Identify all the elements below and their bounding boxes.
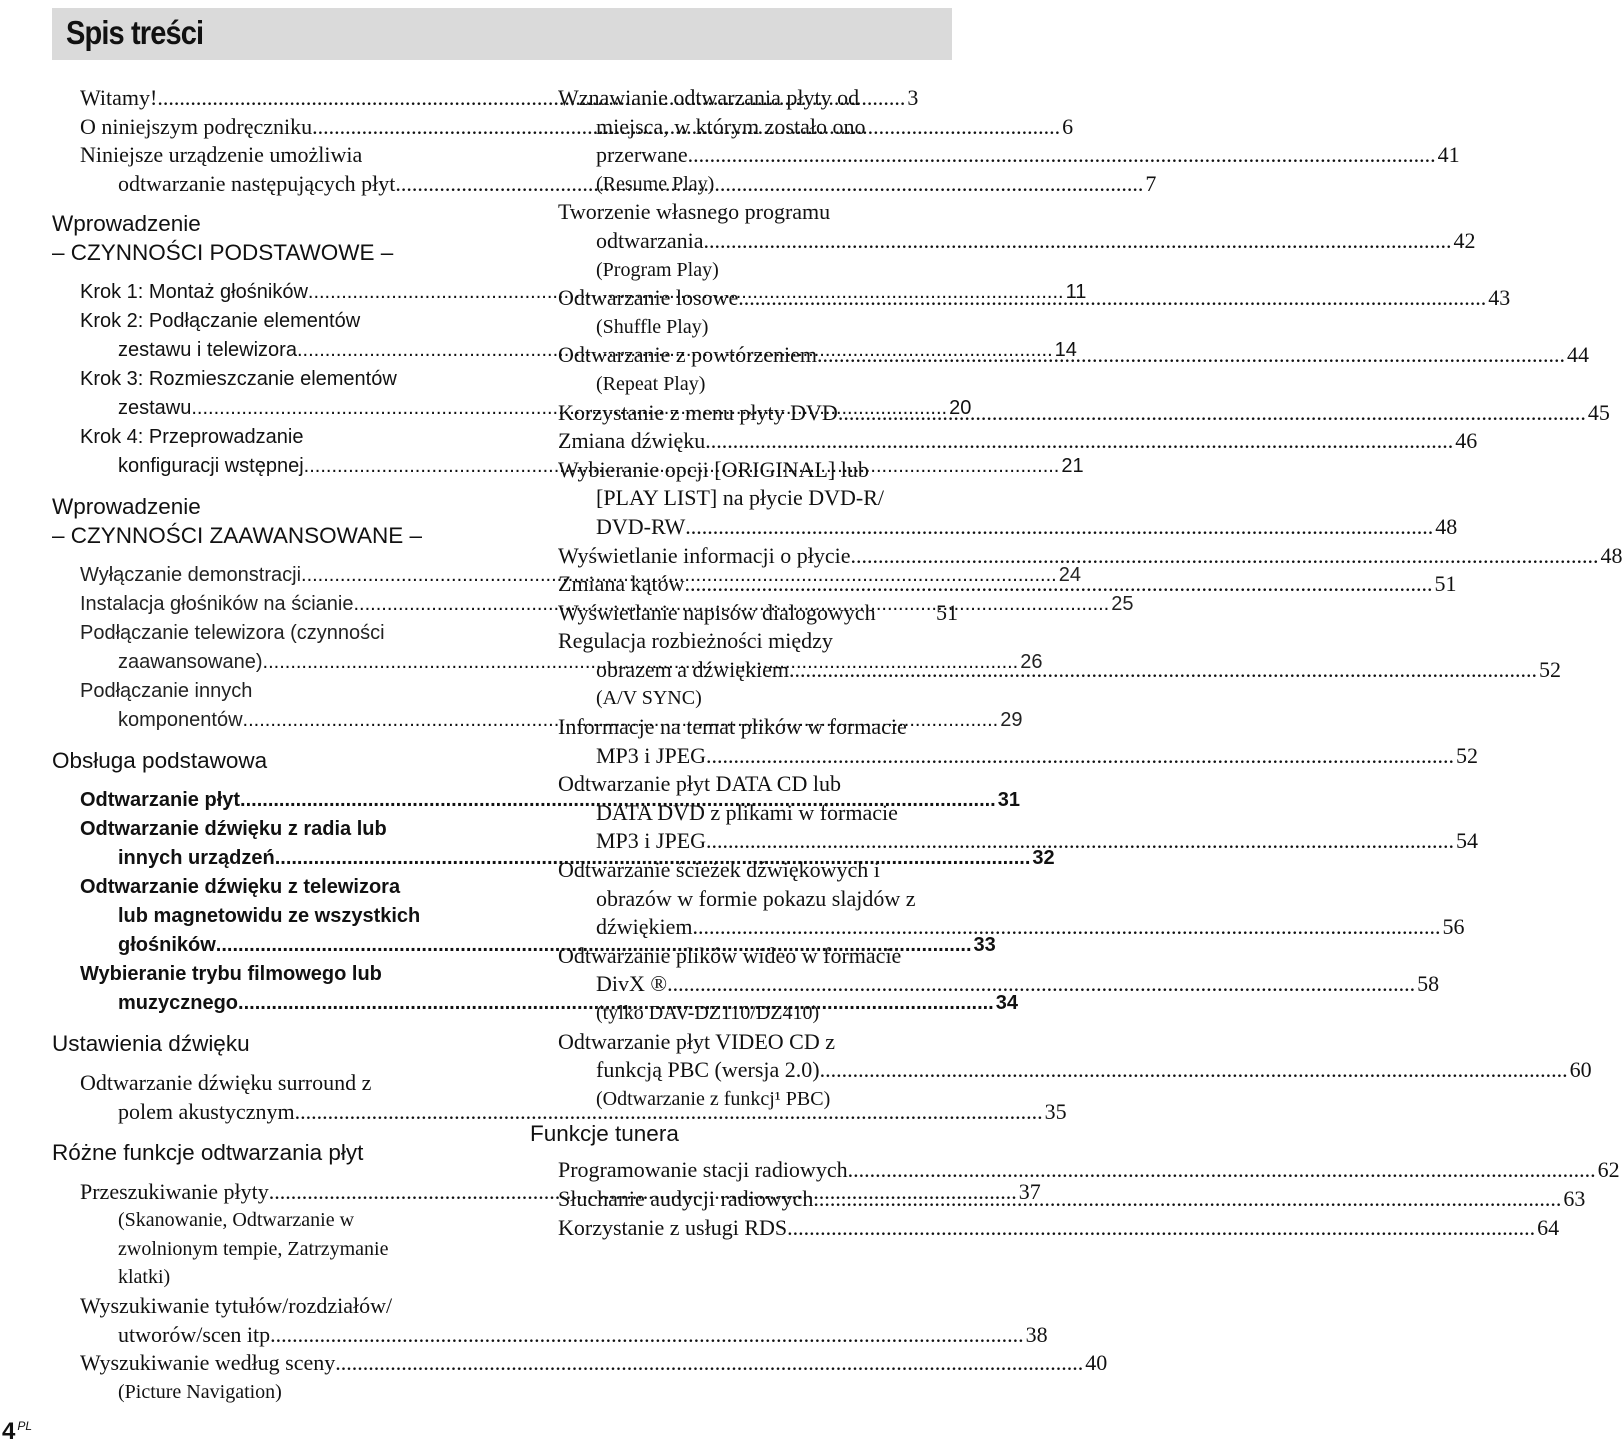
toc-page-number: 51 [936, 599, 958, 625]
section-heading-tuner: Funkcje tunera [530, 1121, 679, 1147]
toc-entry-note: (Shuffle Play) [596, 315, 709, 338]
toc-page-number: 51 [1434, 571, 1457, 597]
toc-entry-title: Wyświetlanie napisów dialogowych [558, 599, 876, 625]
toc-entry-title: Wznawianie odtwarzania płyty od [558, 85, 860, 110]
toc-entry-note: (Skanowanie, Odtwarzanie w [118, 1209, 355, 1232]
toc-entry-note: zwolnionym tempie, Zatrzymanie [118, 1237, 389, 1260]
toc-entry-title: Krok 1: Montaż głośników [80, 281, 308, 304]
toc-entry-title: zestawu i telewizora [118, 339, 297, 362]
toc-entry-note: (Program Play) [596, 258, 719, 281]
toc-entry-title: Wybieranie opcji [ORIGINAL] lub [558, 456, 869, 482]
toc-entry-title: Zmiana kątów [558, 571, 685, 597]
toc-entry-title: Wyszukiwanie tytułów/rozdziałów/ [80, 1292, 393, 1318]
toc-entry-note: (Odtwarzanie z funkcj¹ PBC) [596, 1087, 831, 1110]
dot-leader [705, 427, 1453, 456]
toc-entry[interactable] [52, 1349, 1108, 1406]
toc-page-number: 24 [1058, 564, 1081, 587]
toc-entry[interactable] [530, 599, 958, 628]
toc-page-number: 6 [1062, 113, 1074, 139]
toc-entry-title: Odtwarzanie dźwięku z radia lub [80, 818, 387, 841]
toc-entry-title: Krok 2: Podłączanie elementów [80, 310, 361, 333]
toc-entry-title: Odtwarzanie dźwięku surround z [80, 1070, 372, 1096]
toc-entry-title: lub magnetowidu ze wszystkich [118, 905, 421, 928]
toc-page-number: 58 [1417, 971, 1440, 997]
toc-entry-title: Odtwarzanie plików wideo w formacie [558, 942, 902, 968]
toc-page-number: 60 [1569, 1057, 1592, 1083]
toc-entry-title: Odtwarzanie dźwięku z telewizora [80, 876, 401, 899]
toc-entry-title: zestawu [118, 397, 192, 420]
toc-entry[interactable] [530, 542, 1623, 571]
toc-entry-note: (Repeat Play) [596, 372, 706, 395]
toc-entry-note: (A/V SYNC) [596, 687, 702, 710]
toc-page-number: 31 [997, 789, 1020, 812]
toc-entry-title: Korzystanie z menu płyty DVD [558, 399, 838, 425]
toc-entry-title: przerwane [596, 142, 688, 168]
toc-page-number: 46 [1455, 428, 1478, 454]
toc-page-number: 29 [1000, 709, 1023, 732]
toc-page-number: 37 [1018, 1178, 1041, 1204]
toc-page-number: 63 [1563, 1185, 1586, 1211]
dot-leader [684, 570, 1432, 599]
toc-entry[interactable] [530, 427, 1478, 456]
dot-leader [685, 513, 1433, 542]
section-heading-line: – CZYNNOŚCI ZAAWANSOWANE – [52, 523, 423, 549]
toc-entry-note: (tylko DAV-DZ110/DZ410) [596, 1002, 820, 1024]
toc-entry-title: muzycznego [118, 992, 239, 1015]
toc-entry-title: odtwarzanie następujących płyt [118, 170, 396, 196]
section-heading-advanced [52, 492, 482, 550]
toc-page-number: 40 [1085, 1350, 1108, 1376]
toc-entry-title: Odtwarzanie płyt [80, 789, 241, 812]
toc-entry[interactable] [530, 1156, 1620, 1185]
page-number [2, 1418, 32, 1446]
dot-leader [817, 341, 1565, 370]
toc-page-number: 35 [1044, 1098, 1067, 1124]
toc-entry-title: głośników [118, 934, 216, 957]
section-heading-line: Wprowadzenie [52, 494, 201, 520]
toc-entry-title: Podłączanie telewizora (czynności [80, 622, 385, 645]
dot-leader [813, 1185, 1561, 1214]
toc-entry-title: Odtwarzanie płyt DATA CD lub [558, 771, 841, 797]
toc-page-number: 25 [1111, 593, 1134, 616]
toc-entry-title: funkcją PBC (wersja 2.0) [596, 1057, 820, 1083]
toc-entry-title: obrazów w formie pokazu slajdów z [596, 885, 916, 911]
toc-page-number: 21 [1061, 455, 1084, 478]
dot-leader [851, 542, 1599, 571]
section-heading-features: Różne funkcje odtwarzania płyt [52, 1139, 364, 1165]
toc-entry-title: Wyłączanie demonstracji [80, 564, 302, 587]
toc-entry-title: Odtwarzanie losowe [558, 285, 739, 311]
toc-entry-title: DVD-RW [596, 513, 686, 539]
dot-leader [276, 1321, 1024, 1350]
toc-page-number: 38 [1025, 1321, 1048, 1347]
toc-entry-title: Odtwarzanie ścieżek dźwiękowych i [558, 857, 880, 883]
toc-entry-note: (Resume Play) [596, 172, 715, 195]
toc-entry-title: Regulacja rozbieżności między [558, 628, 833, 654]
dot-leader [838, 399, 1586, 428]
toc-entry-title: Odtwarzanie z powtórzeniem [558, 342, 817, 368]
toc-page-number: 52 [1539, 656, 1562, 682]
toc-entry-title: Zmiana dźwięku [558, 428, 706, 454]
toc-entry-title: dźwiękiem [596, 914, 693, 940]
toc-page-number: 62 [1597, 1157, 1620, 1183]
toc-entry[interactable] [52, 1292, 1048, 1349]
toc-page-number: 7 [1145, 170, 1157, 196]
toc-entry-title: komponentów [118, 709, 243, 732]
toc-entry-title: Witamy! [80, 85, 158, 110]
dot-leader [848, 1156, 1596, 1185]
toc-page-number: 52 [1456, 742, 1479, 768]
section-heading-sound: Ustawienia dźwięku [52, 1031, 250, 1057]
toc-page-number: 26 [1020, 651, 1043, 674]
toc-page-number: 43 [1488, 285, 1511, 311]
toc-entry-title: Informacje na temat plików w formacie [558, 714, 907, 740]
toc-page-number: 45 [1587, 399, 1610, 425]
toc-entry-title: Wybieranie trybu filmowego lub [80, 963, 382, 986]
toc-page-number: 33 [973, 934, 996, 957]
toc-entry[interactable] [530, 1214, 1560, 1243]
section-heading-basic [52, 209, 482, 267]
section-heading-line: – CZYNNOŚCI PODSTAWOWE – [52, 240, 394, 266]
dot-leader [704, 227, 1452, 256]
toc-entry-title: Krok 4: Przeprowadzanie [80, 426, 304, 449]
toc-page-number: 42 [1453, 227, 1476, 253]
toc-page-number: 56 [1442, 914, 1465, 940]
section-heading-operation: Obsługa podstawowa [52, 748, 268, 774]
toc-entry-title: odtwarzania [596, 227, 704, 253]
toc-entry-title: Krok 3: Rozmieszczanie elementów [80, 368, 397, 391]
toc-entry-title: obrazem a dźwiękiem [596, 656, 790, 682]
page-title: Spis treści [66, 14, 204, 51]
toc-entry-title: Instalacja głośników na ścianie [80, 593, 354, 616]
dot-leader [787, 1214, 1535, 1243]
toc-page-number: 20 [949, 397, 972, 420]
toc-entry-title: zaawansowane) [118, 651, 263, 674]
title-bar [52, 8, 952, 60]
toc-entry-title: utworów/scen itp. [118, 1321, 276, 1347]
toc-entry-title: Tworzenie własnego programu [558, 199, 831, 225]
toc-entry[interactable] [530, 198, 1476, 284]
toc-entry-title: DivX ® [596, 971, 668, 997]
toc-page-number: 41 [1437, 142, 1460, 168]
toc-entry-title: Podłączanie innych [80, 680, 253, 703]
toc-page-number: 3 [907, 85, 919, 110]
toc-entry-title: Wyszukiwanie według sceny [80, 1350, 336, 1376]
dot-leader [738, 284, 1486, 313]
toc-entry-title: Wyświetlanie informacji o płycie [558, 542, 851, 568]
dot-leader [789, 656, 1537, 685]
toc-entry-title: Słuchanie audycji radiowych [558, 1185, 814, 1211]
toc-page-number: 14 [1054, 339, 1077, 362]
toc-page-number: 54 [1456, 828, 1479, 854]
dot-leader [706, 827, 1454, 856]
toc-entry-title: Przeszukiwanie płyty [80, 1178, 269, 1204]
toc-entry-note: (Picture Navigation) [118, 1380, 282, 1403]
toc-entry-note: klatki) [118, 1266, 171, 1289]
toc-entry-title: innych urządzeń [118, 847, 275, 870]
toc-page-number: 48 [1435, 513, 1458, 539]
toc-entry-title: O niniejszym podręczniku [80, 113, 313, 139]
page-number-value: 4 [2, 1418, 16, 1445]
section-heading-line: Wprowadzenie [52, 211, 201, 237]
toc-entry[interactable] [530, 84, 1460, 198]
toc-entry-title: Niniejsze urządzenie umożliwia [80, 142, 363, 168]
language-code: PL [17, 1419, 33, 1433]
toc-page-number: 48 [1600, 542, 1623, 568]
toc-entry-title: Odtwarzanie płyt VIDEO CD z [558, 1028, 835, 1054]
toc-page-number: 34 [995, 992, 1018, 1015]
toc-page-number: 32 [1032, 847, 1055, 870]
toc-entry-title: DATA DVD z plikami w formacie [596, 799, 898, 825]
dot-leader [706, 742, 1454, 771]
dot-leader [693, 913, 1441, 942]
toc-page-number: 44 [1567, 342, 1589, 368]
toc-entry-title: [PLAY LIST] na płycie DVD-R/ [596, 485, 884, 511]
dot-leader [335, 1349, 1083, 1378]
dot-leader [688, 141, 1436, 170]
toc-page-number: 64 [1537, 1214, 1560, 1240]
toc-entry-title: miejsca, w którym zostało ono [596, 113, 866, 139]
toc-entry-title: polem akustycznym [118, 1098, 295, 1124]
dot-leader [820, 1056, 1568, 1085]
dot-leader [667, 970, 1415, 999]
toc-entry-title: MP3 i JPEG [596, 828, 707, 854]
toc-entry-title: MP3 i JPEG [596, 742, 707, 768]
toc-entry-title: Programowanie stacji radiowych [558, 1157, 848, 1183]
toc-entry-title: Korzystanie z usługi RDS [558, 1214, 788, 1240]
toc-entry-title: konfiguracji wstępnej [118, 455, 304, 478]
toc-page-number: 11 [1065, 281, 1087, 304]
